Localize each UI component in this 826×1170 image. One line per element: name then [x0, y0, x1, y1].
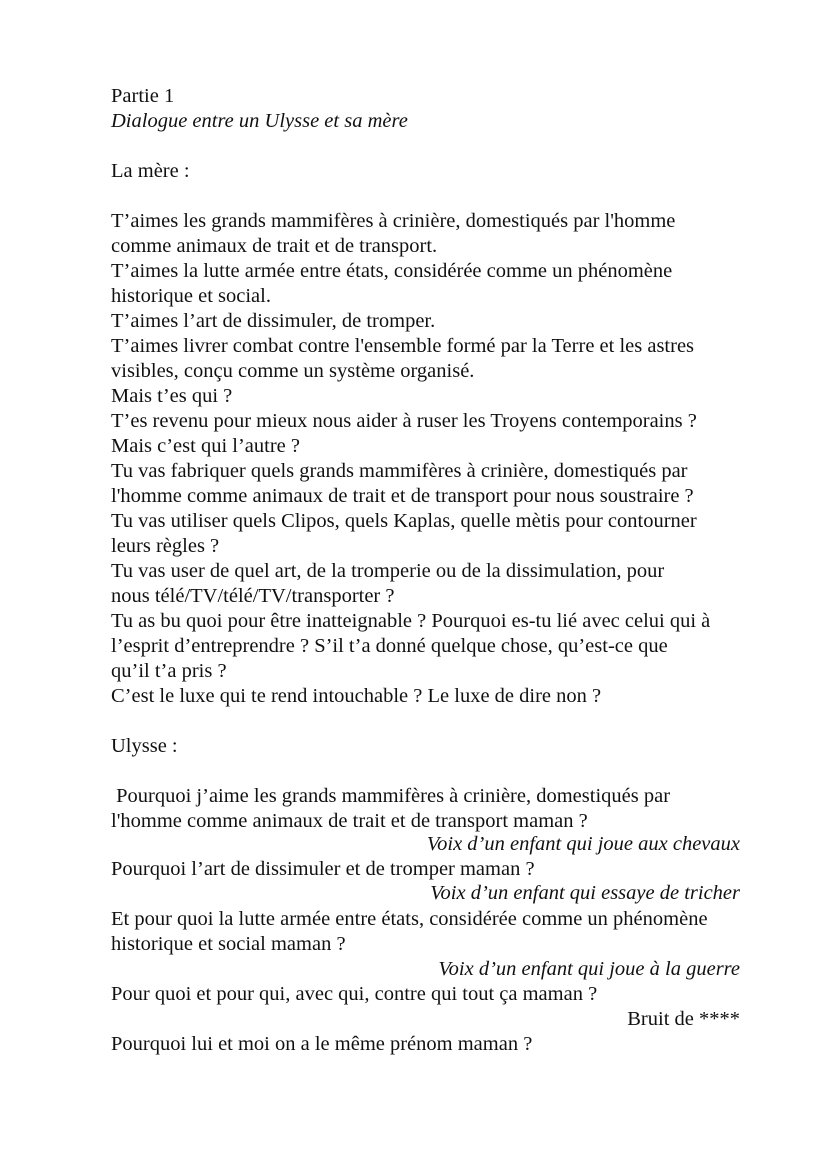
- mother-line: l'homme comme animaux de trait et de transport pour nous soustraire ?: [111, 485, 694, 507]
- mother-line: Mais c’est qui l’autre ?: [111, 435, 300, 457]
- speaker-mother: La mère :: [111, 160, 190, 182]
- ulysse-line: Pourquoi j’aime les grands mammifères à crinière, domestiqués par: [111, 785, 671, 807]
- stage-direction: Voix d’un enfant qui joue aux chevaux: [426, 833, 740, 855]
- ulysse-line: historique et social maman ?: [111, 933, 346, 955]
- speaker-ulysse: Ulysse :: [111, 735, 178, 757]
- mother-line: Mais t’es qui ?: [111, 385, 233, 407]
- mother-line: T’es revenu pour mieux nous aider à ruser les Troyens contemporains ?: [111, 410, 697, 432]
- mother-line: visibles, conçu comme un système organisé.: [111, 360, 475, 382]
- dialogue-subtitle: Dialogue entre un Ulysse et sa mère: [111, 110, 408, 132]
- stage-direction: Voix d’un enfant qui joue à la guerre: [438, 958, 740, 980]
- mother-line: T’aimes la lutte armée entre états, considérée comme un phénomène: [111, 260, 673, 282]
- stage-direction: Voix d’un enfant qui essaye de tricher: [430, 882, 740, 904]
- ulysse-line: Pourquoi l’art de dissimuler et de tromper maman ?: [111, 858, 535, 880]
- mother-line: Tu vas fabriquer quels grands mammifères à crinière, domestiqués par: [111, 460, 688, 482]
- mother-line: T’aimes l’art de dissimuler, de tromper.: [111, 310, 436, 332]
- ulysse-line: l'homme comme animaux de trait et de transport maman ?: [111, 810, 588, 832]
- mother-line: historique et social.: [111, 285, 271, 307]
- mother-line: T’aimes livrer combat contre l'ensemble formé par la Terre et les astres: [111, 335, 695, 357]
- mother-line: C’est le luxe qui te rend intouchable ? Le luxe de dire non ?: [111, 685, 602, 707]
- mother-line: Tu vas utiliser quels Clipos, quels Kaplas, quelle mètis pour contourner: [111, 510, 697, 532]
- ulysse-line: Pourquoi lui et moi on a le même prénom maman ?: [111, 1033, 533, 1055]
- part-heading: Partie 1: [111, 85, 175, 107]
- ulysse-line: Et pour quoi la lutte armée entre états, considérée comme un phénomène: [111, 908, 708, 930]
- mother-line: Tu as bu quoi pour être inatteignable ? Pourquoi es-tu lié avec celui qui à: [111, 610, 711, 632]
- mother-line: l’esprit d’entreprendre ? S’il t’a donné quelque chose, qu’est-ce que: [111, 635, 668, 657]
- mother-line: comme animaux de trait et de transport.: [111, 235, 438, 257]
- mother-line: T’aimes les grands mammifères à crinière, domestiqués par l'homme: [111, 210, 676, 232]
- mother-line: qu’il t’a pris ?: [111, 660, 227, 682]
- mother-line: leurs règles ?: [111, 535, 220, 557]
- mother-line: Tu vas user de quel art, de la tromperie ou de la dissimulation, pour: [111, 560, 665, 582]
- mother-line: nous télé/TV/télé/TV/transporter ?: [111, 585, 395, 607]
- stage-direction: Bruit de ****: [627, 1008, 740, 1030]
- ulysse-line: Pour quoi et pour qui, avec qui, contre qui tout ça maman ?: [111, 983, 598, 1005]
